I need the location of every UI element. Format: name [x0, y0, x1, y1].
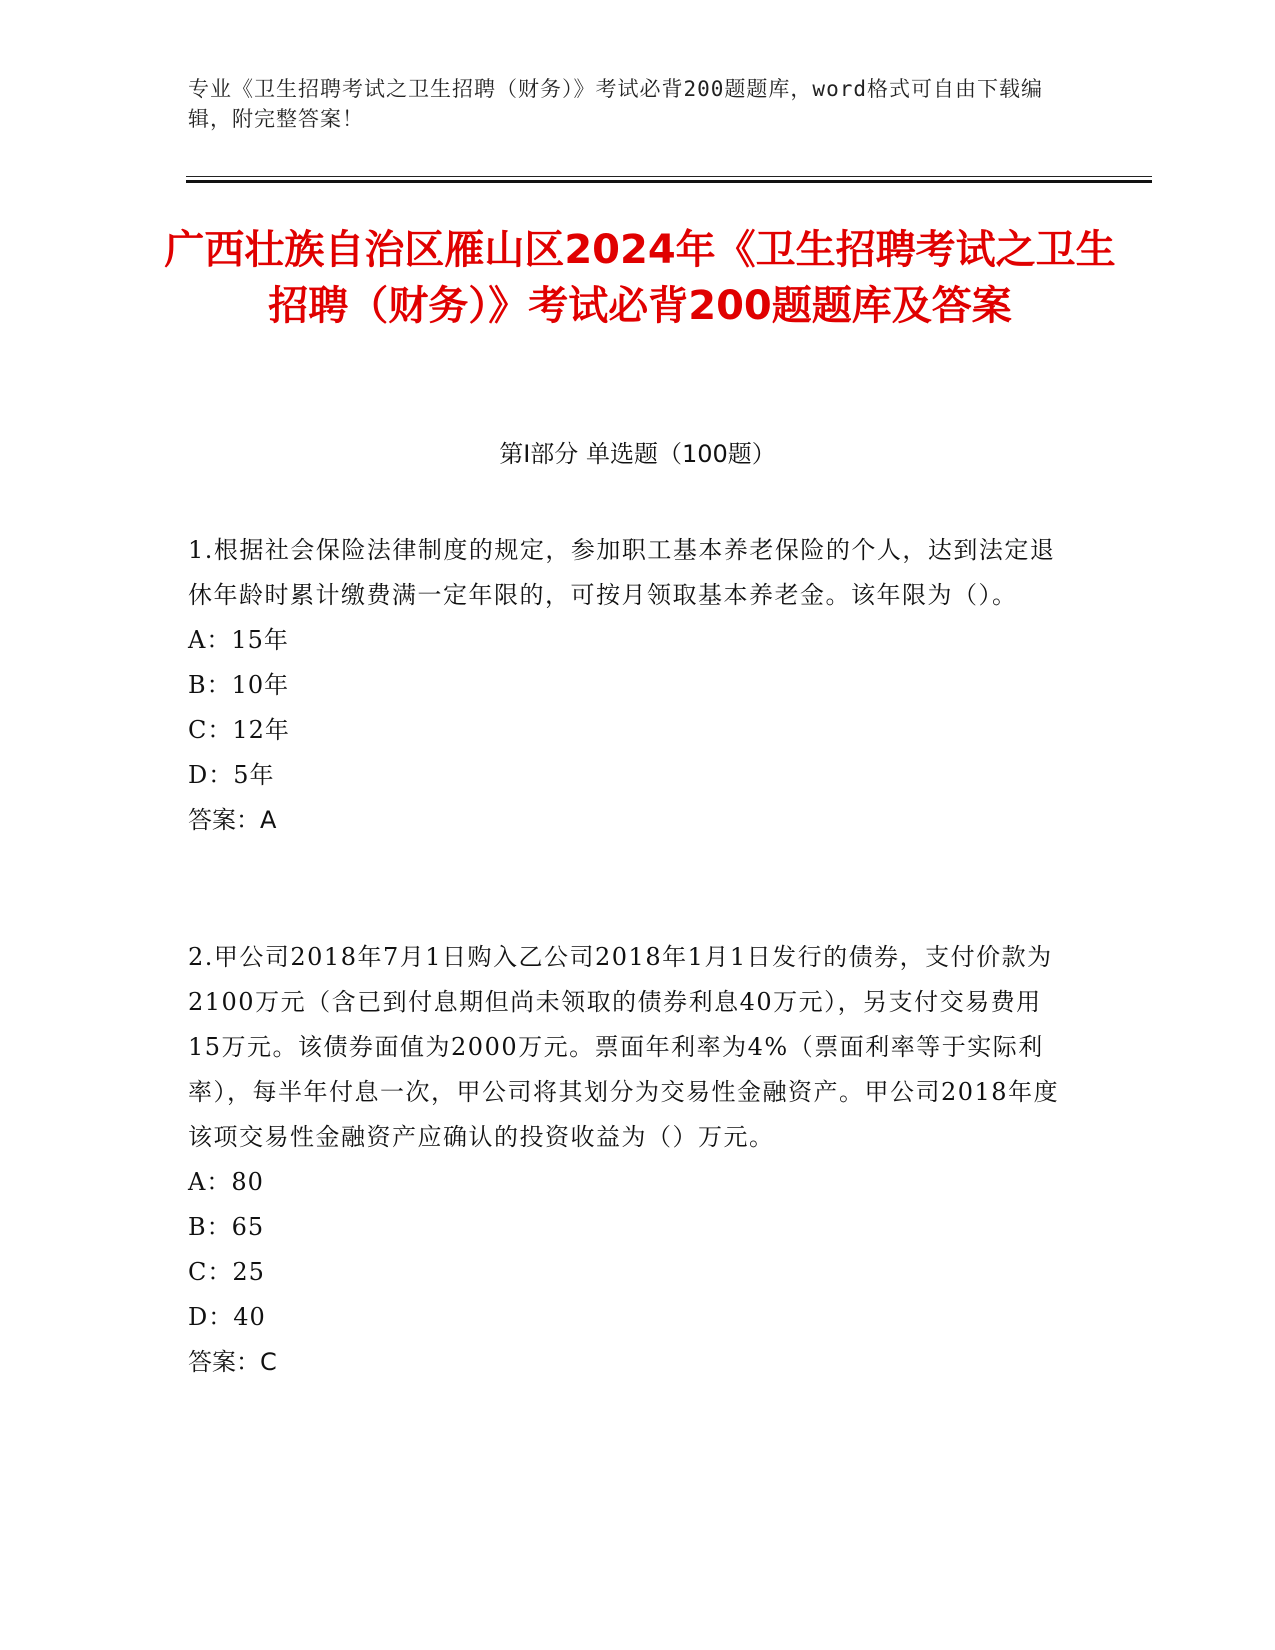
answer: 答案：C: [188, 1348, 277, 1376]
question-1: [188, 528, 1068, 843]
question-stem: 2.甲公司2018年7月1日购入乙公司2018年1月1日发行的债券，支付价款为2100万元（含已到付息期但尚未领取的债券利息40万元），另支付交易费用15万元。该债券面值为2000万元。票面年利率为4%（票面利率等于实际利率），每半年付息一次，甲公司将其划分为交易性金融资产。甲公司2018年度该项交易性金融资产应确认的投资收益为（）万元。: [188, 943, 1060, 1151]
option-b: B：65: [188, 1213, 265, 1241]
section-heading: 第Ⅰ部分 单选题（100题）: [499, 440, 776, 468]
option-c: C：25: [188, 1258, 265, 1286]
answer: 答案：A: [188, 806, 277, 834]
header-divider-thick: [186, 180, 1152, 183]
option-c: C：12年: [188, 716, 290, 744]
document-title: 广西壮族自治区雁山区2024年《卫生招聘考试之卫生招聘（财务）》考试必背200题题库及答案: [164, 227, 1116, 329]
question-2: [188, 935, 1068, 1385]
option-b: B：10年: [188, 671, 290, 699]
header-note: 专业《卫生招聘考试之卫生招聘（财务）》考试必背200题题库，word格式可自由下载编辑，附完整答案！: [188, 77, 1043, 131]
question-stem: 1.根据社会保险法律制度的规定，参加职工基本养老保险的个人，达到法定退休年龄时累计缴费满一定年限的，可按月领取基本养老金。该年限为（）。: [188, 536, 1056, 609]
option-a: A：80: [188, 1168, 264, 1196]
header-divider-thin: [186, 176, 1152, 177]
option-d: D：5年: [188, 761, 275, 789]
option-a: A：15年: [188, 626, 289, 654]
option-d: D：40: [188, 1303, 266, 1331]
